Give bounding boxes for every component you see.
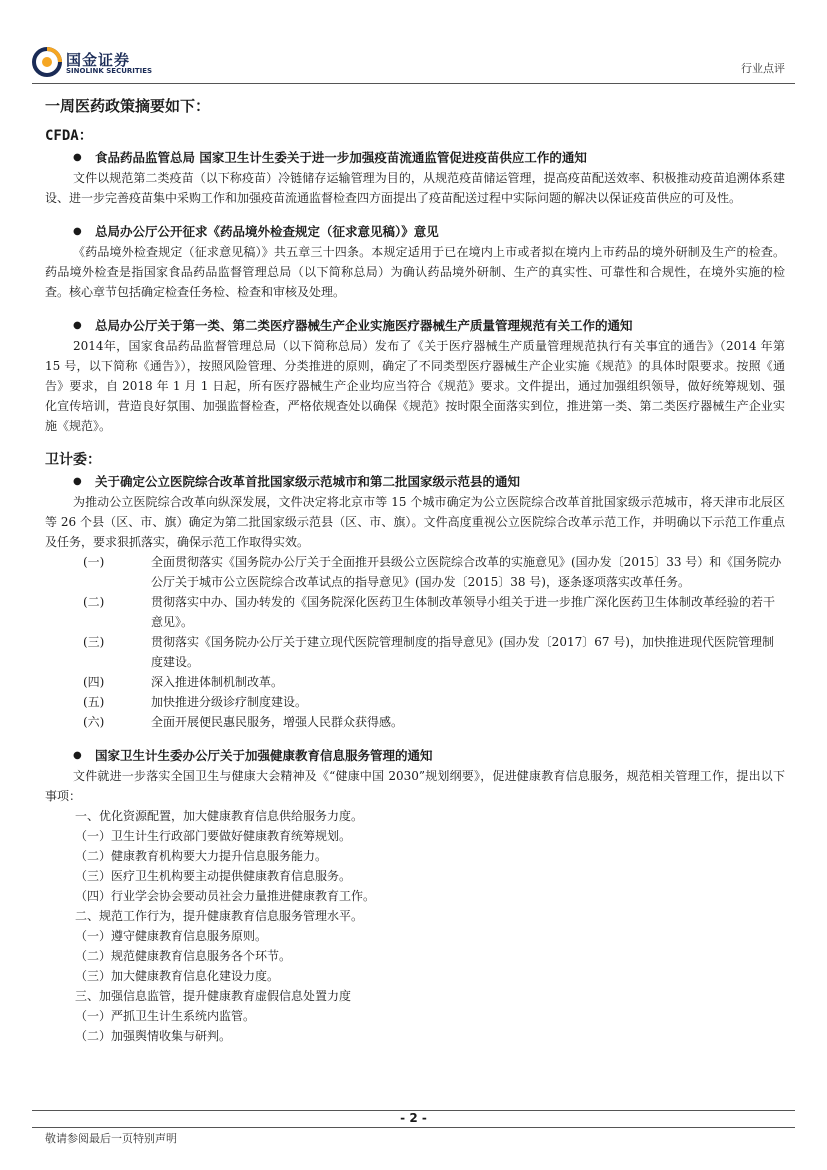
outline-item: （二）加强舆情收集与研判。 (75, 1029, 232, 1043)
outline-item: 三、加强信息监管，提升健康教育虚假信息处置力度 (75, 989, 352, 1003)
header-divider (32, 83, 795, 84)
section-heading-nhfpc: 卫计委： (45, 452, 101, 468)
footer-divider-bottom (32, 1127, 795, 1128)
page-header (0, 0, 827, 90)
section-heading-cfda: CFDA： (45, 128, 93, 144)
item-body: 文件以规范第二类疫苗（以下称疫苗）冷链储存运输管理为目的，从规范疫苗储运管理，提高疫苗配送效率、积极推动疫苗追溯体系建设、进一步完善疫苗集中采购工作和加强疫苗流通监督检查四方面提出了疫苗配送过程中实际问题的解决以保证疫苗供应的可及性。 (45, 171, 785, 205)
item-title: ● 国家卫生计生委办公厅关于加强健康教育信息服务管理的通知 (45, 746, 785, 766)
disclaimer-text: 敬请参阅最后一页特别声明 (45, 1132, 177, 1145)
outline-item: 一、优化资源配置，加大健康教育信息供给服务力度。 (75, 809, 364, 823)
outline-item: （三）医疗卫生机构要主动提供健康教育信息服务。 (75, 869, 352, 883)
page-title: 一周医药政策摘要如下： (45, 97, 211, 115)
item-body: 《药品境外检查规定（征求意见稿）》共五章三十四条。本规定适用于已在境内上市或者拟在境内上市药品的境外研制及生产的检查。药品境外检查是指国家食品药品监督管理总局（以下简称总局）为确认药品境外研制、生产的真实性、可靠性和合规性，在境外实施的检查。核心章节包括确定检查任务检、检查和审核及处理。 (45, 245, 785, 299)
list-item: (六) 全面开展便民惠民服务，增强人民群众获得感。 (83, 715, 404, 729)
list-item: (二) 贯彻落实中办、国办转发的《国务院深化医药卫生体制改革领导小组关于进一步推广深化医药卫生体制改革经验的若干意见》。 (83, 595, 776, 629)
page-number: - 2 - (400, 1111, 427, 1125)
outline-item: （一）遵守健康教育信息服务原则。 (75, 929, 268, 943)
sinolink-logo-icon (32, 47, 62, 77)
company-logo (32, 47, 156, 79)
logo-english-name: SINOLINK SECURITIES (66, 67, 153, 75)
outline-item: 二、规范工作行为，提升健康教育信息服务管理水平。 (75, 909, 364, 923)
document-type: 行业点评 (741, 62, 785, 75)
document-body (45, 96, 785, 1046)
outline-item: （四）行业学会协会要动员社会力量推进健康教育工作。 (75, 889, 376, 903)
outline-item: （二）健康教育机构要大力提升信息服务能力。 (75, 849, 328, 863)
list-item: (五) 加快推进分级诊疗制度建设。 (83, 695, 308, 709)
outline-item: （二）规范健康教育信息服务各个环节。 (75, 949, 292, 963)
logo-chinese-name: 国金证券 (66, 51, 131, 69)
list-item: (一) 全面贯彻落实《国务院办公厅关于全面推开县级公立医院综合改革的实施意见》(国办发〔2015〕33 号）和《国务院办公厅关于城市公立医院综合改革试点的指导意见》(国办发〔2015〕38 号)，逐条逐项落实改革任务。 (83, 555, 782, 589)
outline-item: （一）严抓卫生计生系统内监管。 (75, 1009, 256, 1023)
item-body: 2014年，国家食品药品监督管理总局（以下简称总局）发布了《关于医疗器械生产质量管理规范执行有关事宜的通告》（2014 年第 15 号，以下简称《通告》），按照风险管理、分类推进的原则，确定了不同类型医疗器械生产企业实施《规范》的具体时限要求。按照《通告》要求，自 2018 年 1 月 1 日起，所有医疗器械生产企业均应当符合《规范》要求。文件提出，通过加强组织领导，做好统筹规划、强化宣传培训，营造良好氛围、加强监督检查，严格依规查处以确保《规范》按时限全面落实到位，推进第一类、第二类医疗器械生产企业实施《规范》。 (45, 339, 785, 433)
item-title: ● 总局办公厅公开征求《药品境外检查规定（征求意见稿）》意见 (45, 222, 785, 242)
list-item: (四) 深入推进体制机制改革。 (83, 675, 284, 689)
item-title: ● 关于确定公立医院综合改革首批国家级示范城市和第二批国家级示范县的通知 (45, 472, 785, 492)
item-body: 为推动公立医院综合改革向纵深发展，文件决定将北京市等 15 个城市确定为公立医院综合改革首批国家级示范城市，将天津市北辰区等 26 个县（区、市、旗）确定为第二批国家级示范县（区、市、旗）。文件高度重视公立医院综合改革示范工作，并明确以下示范工作重点及任务，要求狠抓落实，确保示范工作取得实效。 (45, 495, 785, 549)
list-item: (三) 贯彻落实《国务院办公厅关于建立现代医院管理制度的指导意见》(国办发〔2017〕67 号)，加快推进现代医院管理制度建设。 (83, 635, 774, 669)
outline-item: （三）加大健康教育信息化建设力度。 (75, 969, 280, 983)
item-title: ● 总局办公厅关于第一类、第二类医疗器械生产企业实施医疗器械生产质量管理规范有关工作的通知 (45, 316, 785, 336)
outline-item: （一）卫生计生行政部门要做好健康教育统筹规划。 (75, 829, 352, 843)
item-body: 文件就进一步落实全国卫生与健康大会精神及《“健康中国 2030”规划纲要》，促进健康教育信息服务，规范相关管理工作，提出以下事项： (45, 769, 785, 803)
item-title: ● 食品药品监管总局 国家卫生计生委关于进一步加强疫苗流通监管促进疫苗供应工作的通知 (45, 148, 785, 168)
